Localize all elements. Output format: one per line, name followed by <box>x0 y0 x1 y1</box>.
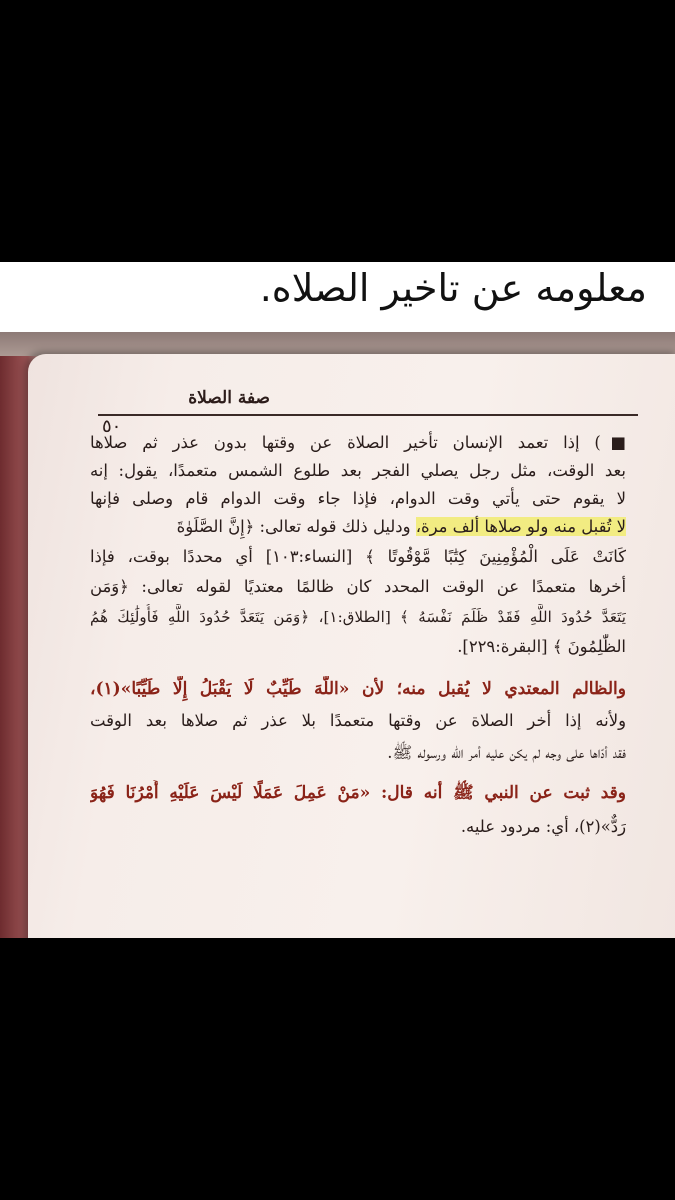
text-line: بعد الوقت، مثل رجل يصلي الفجر بعد طلوع الشمس متعمدًا، يقول: إنه <box>90 461 626 480</box>
text-line: يَتَعَدَّ حُدُودَ اللَّهِ فَقَدْ ظَلَمَ نَفْسَهُ ﴾ [الطلاق:١]، ﴿وَمَن يَتَعَدَّ حُدُودَ اللَّهِ فَأُولَٰئِكَ هُمُ <box>90 608 626 626</box>
text-line: كَانَتْ عَلَى الْمُؤْمِنِينَ كِتَٰبًا مَّوْقُوتًا ﴾ [النساء:١٠٣] أي محددًا بوقت، فإذا <box>90 547 626 566</box>
text-line: الظَّٰلِمُونَ ﴾ [البقرة:٢٢٩]. <box>457 637 626 656</box>
text-segment: ودليل ذلك قوله تعالى: ﴿إِنَّ الصَّلَوٰةَ <box>176 517 411 536</box>
text-line <box>90 514 626 540</box>
text-line: لا يقوم حتى يأتي وقت الدوام، فإذا جاء وقت الدوام قام وصلى فإنها <box>90 489 626 508</box>
top-black-bar <box>0 0 675 262</box>
page-number: ٥٠ <box>102 416 122 437</box>
book-photo <box>0 332 675 938</box>
text-line: فقد أدّاها على وجه لم يكن عليه أمر الله ورسوله ﷺ. <box>387 743 626 762</box>
bottom-black-bar <box>0 938 675 1200</box>
book-page <box>28 354 675 938</box>
text-line: ■) إذا تعمد الإنسان تأخير الصلاة عن وقتها بدون عذر ثم صلاها <box>90 433 626 452</box>
text-line: رَدٌّ»(٢)، أي: مردود عليه. <box>460 817 626 836</box>
caption-band <box>0 262 675 332</box>
text-line: أخرها متعمدًا عن الوقت المحدد كان ظالمًا معتديًا لقوله تعالى: ﴿وَمَن <box>90 577 626 596</box>
caption-text: معلومه عن تاخير الصلاه. <box>259 266 647 310</box>
text-line: ولأنه إذا أخر الصلاة عن وقتها متعمدًا بلا عذر ثم صلاها بعد الوقت <box>90 711 626 730</box>
header-rule <box>98 414 638 416</box>
highlighted-phrase: لا تُقبل منه ولو صلاها ألف مرة، <box>415 517 626 536</box>
text-line: والظالم المعتدي لا يُقبل منه؛ لأن «اللَّهَ طَيِّبٌ لَا يَقْبَلُ إِلَّا طَيِّبًا»(١)، <box>90 679 626 699</box>
text-line: وقد ثبت عن النبي ﷺ أنه قال: «مَنْ عَمِلَ عَمَلًا لَيْسَ عَلَيْهِ أَمْرُنَا فَهُوَ <box>90 783 626 803</box>
running-title: صفة الصلاة <box>188 388 270 408</box>
